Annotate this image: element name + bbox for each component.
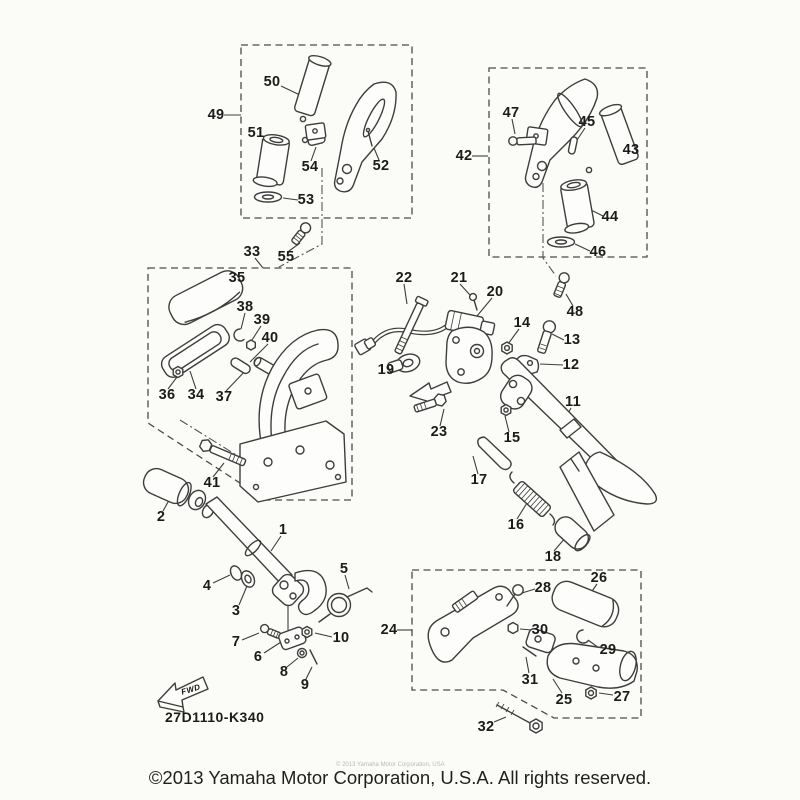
part-label-6: 6	[253, 648, 263, 665]
projection-lines	[180, 168, 556, 630]
part-53-washer	[255, 192, 282, 202]
part-label-7: 7	[231, 633, 241, 650]
part-label-55: 55	[277, 248, 295, 265]
part-label-18: 18	[544, 548, 562, 565]
part-29-clip	[577, 630, 588, 643]
part-label-20: 20	[486, 283, 504, 300]
part-24-mount-bracket	[428, 586, 518, 662]
part-label-25: 25	[555, 691, 573, 708]
part-label-32: 32	[477, 718, 495, 735]
part-label-54: 54	[301, 158, 319, 175]
part-label-49: 49	[207, 106, 225, 123]
part-47-bolt	[509, 137, 536, 145]
part-label-34: 34	[187, 386, 205, 403]
part-label-16: 16	[507, 516, 525, 533]
part-50-footrest-peg	[293, 54, 332, 122]
part-label-19: 19	[377, 361, 395, 378]
fwd-arrow-label: FWD	[180, 682, 202, 697]
part-label-42: 42	[455, 147, 473, 164]
part-40-pin	[229, 356, 252, 375]
part-label-27: 27	[613, 688, 631, 705]
part-label-45: 45	[578, 113, 596, 130]
part-label-48: 48	[566, 303, 584, 320]
part-label-43: 43	[622, 141, 640, 158]
part-label-40: 40	[261, 329, 279, 346]
part-14-nut	[502, 342, 512, 354]
part-32-bolt	[496, 702, 542, 733]
part-label-37: 37	[215, 388, 233, 405]
part-label-11: 11	[565, 393, 581, 410]
part-label-15: 15	[503, 429, 521, 446]
part-label-51: 51	[247, 124, 265, 141]
part-label-36: 36	[158, 386, 176, 403]
part-34-footrest-arm	[158, 321, 233, 381]
part-39-nut	[247, 340, 256, 350]
part-label-30: 30	[531, 621, 549, 638]
part-22-bolt	[392, 296, 428, 355]
part-label-22: 22	[395, 269, 413, 286]
part-label-8: 8	[279, 663, 289, 680]
part-label-2: 2	[156, 508, 166, 525]
part-label-21: 21	[450, 269, 468, 286]
part-11-side-stand	[497, 358, 657, 531]
part-27-nut	[586, 687, 596, 699]
part-label-39: 39	[253, 311, 271, 328]
part-label-12: 12	[562, 356, 580, 373]
part-30-nut	[508, 623, 518, 634]
part-44-footrest-rubber	[557, 178, 596, 235]
part-13-bolt	[535, 319, 557, 354]
part-label-47: 47	[502, 104, 520, 121]
part-label-13: 13	[563, 331, 581, 348]
part-label-31: 31	[521, 671, 539, 688]
part-36-nut	[173, 367, 183, 378]
part-15-nut	[501, 405, 511, 416]
part-label-9: 9	[300, 676, 310, 693]
part-label-28: 28	[534, 579, 552, 596]
part-label-33: 33	[243, 243, 261, 260]
part-label-35: 35	[228, 269, 246, 286]
part-48-bolt	[552, 271, 571, 298]
part-3-washer	[239, 569, 257, 589]
part-label-4: 4	[202, 577, 212, 594]
part-label-52: 52	[372, 157, 390, 174]
part-label-46: 46	[589, 243, 607, 260]
part-10-nut	[302, 627, 312, 638]
part-label-10: 10	[332, 629, 350, 646]
part-21-screw	[470, 294, 477, 310]
part-label-3: 3	[231, 602, 241, 619]
part-label-1: 1	[278, 521, 288, 538]
part-label-26: 26	[590, 569, 608, 586]
part-1-lever	[206, 497, 326, 615]
part-label-24: 24	[380, 621, 398, 638]
part-25-footrest-arm	[547, 641, 639, 689]
part-label-41: 41	[203, 474, 221, 491]
part-label-29: 29	[599, 641, 617, 658]
part-5-spring	[319, 588, 372, 622]
part-51-footrest-rubber	[253, 133, 291, 189]
part-label-23: 23	[430, 423, 448, 440]
part-label-53: 53	[297, 191, 315, 208]
part-8-washer	[298, 649, 307, 658]
part-label-5: 5	[339, 560, 349, 577]
part-38-clip	[234, 329, 244, 341]
part-46-washer	[548, 237, 575, 247]
part-label-38: 38	[236, 298, 254, 315]
part-stand-pivot-casting	[446, 327, 492, 383]
part-label-44: 44	[601, 208, 619, 225]
part-label-17: 17	[470, 471, 488, 488]
watermark-text: © 2013 Yamaha Motor Corporation, USA	[336, 762, 445, 768]
part-26-footrest-pad	[548, 577, 622, 630]
part-label-14: 14	[513, 314, 531, 331]
part-code: 27D1110-K340	[165, 709, 265, 725]
part-9-pin	[310, 650, 317, 664]
copyright-text: ©2013 Yamaha Motor Corporation, U.S.A. All rights reserved.	[148, 767, 652, 788]
part-label-50: 50	[263, 73, 281, 90]
part-55-bolt	[290, 221, 313, 246]
part-2-grip-rubber	[140, 465, 194, 508]
